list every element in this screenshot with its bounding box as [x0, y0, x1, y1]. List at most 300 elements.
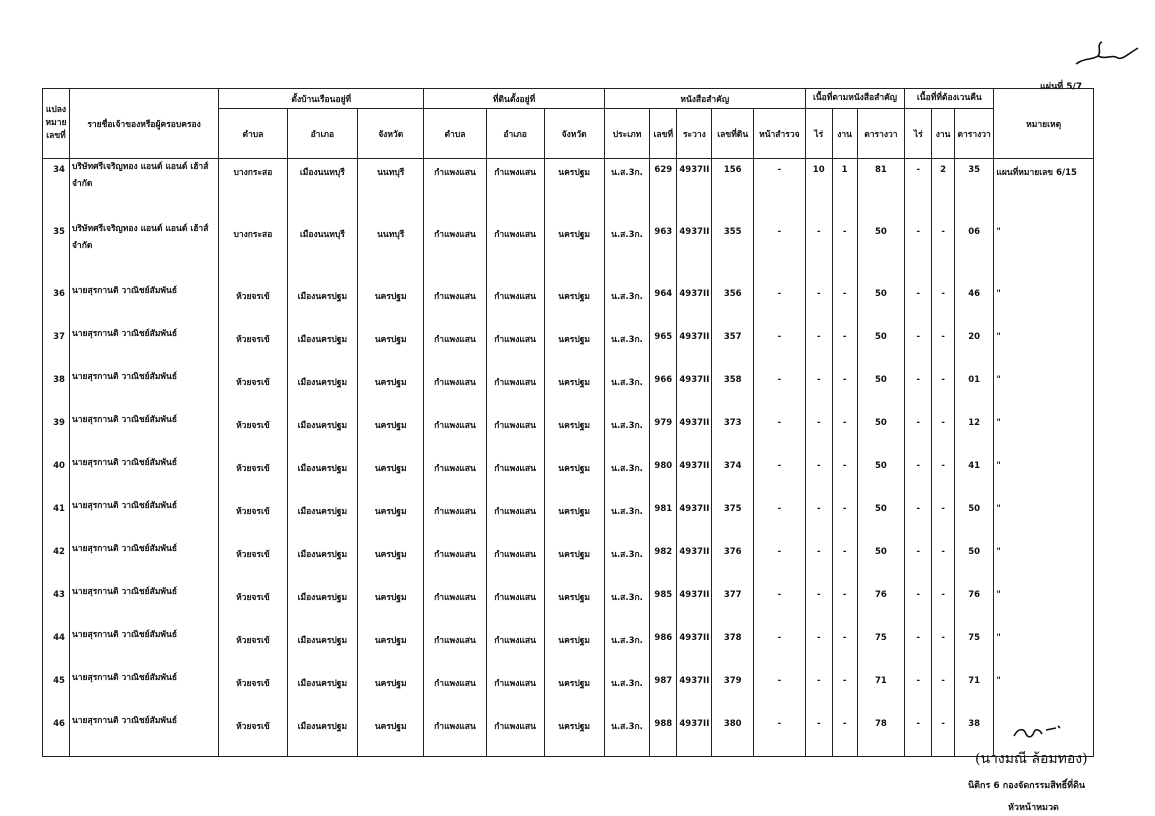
cell-l-amphoe: กำแพงแสน	[486, 221, 544, 283]
cell-doc-no: 988	[650, 713, 677, 757]
header-documents: หนังสือสำคัญ	[604, 89, 805, 109]
cell-doc-no: 980	[650, 455, 677, 498]
table-row	[43, 670, 1094, 713]
cell-owner: นายสุรกานติ วาณิชย์สัมพันธ์	[69, 412, 218, 455]
header-residence: ตั้งบ้านเรือนอยู่ที่	[219, 89, 424, 109]
table-row	[43, 412, 1094, 455]
cell-a-wa: 81	[857, 159, 905, 222]
cell-remark: แผนที่หมายเลข 6/15	[994, 159, 1094, 222]
cell-land: 358	[712, 369, 753, 412]
cell-e-ngan: -	[932, 326, 955, 369]
cell-e-wa: 50	[954, 541, 993, 584]
cell-a-rai: -	[805, 627, 832, 670]
cell-e-ngan: -	[932, 713, 955, 757]
cell-r-tambon: ห้วยจรเข้	[219, 627, 287, 670]
cell-page: -	[753, 541, 805, 584]
header-parcel-line1: แปลง	[45, 105, 67, 115]
header-survey-page: หน้าสำรวจ	[753, 109, 805, 159]
cell-page: -	[753, 283, 805, 326]
table-row	[43, 584, 1094, 627]
cell-a-ngan: -	[832, 369, 857, 412]
cell-doc-no: 986	[650, 627, 677, 670]
header-row-1	[43, 89, 1094, 109]
cell-l-changwat: นครปฐม	[544, 541, 604, 584]
cell-r-tambon: ห้วยจรเข้	[219, 670, 287, 713]
cell-l-changwat: นครปฐม	[544, 627, 604, 670]
signatory-position-line2: หัวหน้าหมวด	[1008, 803, 1059, 813]
header-parcel-line3: เลขที่	[46, 131, 66, 141]
cell-land: 355	[712, 221, 753, 283]
cell-type: น.ส.3ก.	[604, 283, 650, 326]
header-e-sqwa: ตารางวา	[954, 109, 993, 159]
cell-no: 39	[43, 412, 70, 455]
cell-a-ngan: 1	[832, 159, 857, 222]
cell-l-amphoe: กำแพงแสน	[486, 627, 544, 670]
cell-e-wa: 71	[954, 670, 993, 713]
cell-no: 45	[43, 670, 70, 713]
cell-no: 46	[43, 713, 70, 757]
cell-a-wa: 50	[857, 498, 905, 541]
cell-a-ngan: -	[832, 627, 857, 670]
cell-doc-no: 987	[650, 670, 677, 713]
cell-type: น.ส.3ก.	[604, 221, 650, 283]
header-land-location: ที่ดินตั้งอยู่ที่	[424, 89, 604, 109]
table-row	[43, 221, 1094, 283]
cell-e-rai: -	[905, 627, 932, 670]
cell-map: 4937II	[677, 283, 712, 326]
cell-a-rai: -	[805, 584, 832, 627]
cell-owner: นายสุรกานติ วาณิชย์สัมพันธ์	[69, 498, 218, 541]
cell-remark: "	[994, 221, 1094, 283]
cell-e-rai: -	[905, 455, 932, 498]
cell-land: 156	[712, 159, 753, 222]
header-l-changwat: จังหวัด	[544, 109, 604, 159]
cell-l-amphoe: กำแพงแสน	[486, 159, 544, 222]
cell-e-rai: -	[905, 159, 932, 222]
cell-type: น.ส.3ก.	[604, 713, 650, 757]
table-row	[43, 713, 1094, 757]
header-area-by-doc: เนื้อที่ตามหนังสือสำคัญ	[805, 89, 905, 109]
header-r-tambon: ตำบล	[219, 109, 287, 159]
cell-e-ngan: 2	[932, 159, 955, 222]
table-row	[43, 541, 1094, 584]
cell-owner: นายสุรกานติ วาณิชย์สัมพันธ์	[69, 584, 218, 627]
cell-a-rai: -	[805, 455, 832, 498]
header-a-rai: ไร่	[805, 109, 832, 159]
cell-e-rai: -	[905, 713, 932, 757]
cell-r-amphoe: เมืองนครปฐม	[287, 670, 357, 713]
cell-e-rai: -	[905, 369, 932, 412]
cell-map: 4937II	[677, 713, 712, 757]
cell-r-amphoe: เมืองนครปฐม	[287, 713, 357, 757]
cell-a-rai: -	[805, 412, 832, 455]
cell-e-wa: 06	[954, 221, 993, 283]
cell-e-rai: -	[905, 584, 932, 627]
cell-r-amphoe: เมืองนนทบุรี	[287, 159, 357, 222]
header-area-expro: เนื้อที่ที่ต้องเวนคืน	[905, 89, 994, 109]
cell-r-changwat: นนทบุรี	[358, 221, 424, 283]
cell-l-amphoe: กำแพงแสน	[486, 369, 544, 412]
cell-e-wa: 01	[954, 369, 993, 412]
cell-l-amphoe: กำแพงแสน	[486, 412, 544, 455]
land-expropriation-table	[42, 88, 1094, 757]
header-owner: รายชื่อเจ้าของหรือผู้ครอบครอง	[69, 89, 218, 159]
cell-no: 37	[43, 326, 70, 369]
cell-l-tambon: กำแพงแสน	[424, 455, 486, 498]
cell-doc-no: 982	[650, 541, 677, 584]
cell-a-wa: 71	[857, 670, 905, 713]
cell-r-tambon: ห้วยจรเข้	[219, 498, 287, 541]
cell-l-tambon: กำแพงแสน	[424, 498, 486, 541]
cell-a-ngan: -	[832, 283, 857, 326]
header-l-amphoe: อำเภอ	[486, 109, 544, 159]
cell-map: 4937II	[677, 412, 712, 455]
cell-l-amphoe: กำแพงแสน	[486, 584, 544, 627]
cell-e-ngan: -	[932, 498, 955, 541]
cell-land: 376	[712, 541, 753, 584]
cell-l-changwat: นครปฐม	[544, 670, 604, 713]
cell-no: 38	[43, 369, 70, 412]
cell-doc-no: 981	[650, 498, 677, 541]
cell-type: น.ส.3ก.	[604, 584, 650, 627]
cell-l-amphoe: กำแพงแสน	[486, 670, 544, 713]
header-parcel-line2: หมาย	[45, 118, 67, 128]
cell-land: 378	[712, 627, 753, 670]
cell-e-ngan: -	[932, 455, 955, 498]
cell-remark: "	[994, 283, 1094, 326]
cell-r-amphoe: เมืองนครปฐม	[287, 584, 357, 627]
cell-remark: "	[994, 627, 1094, 670]
table-row	[43, 369, 1094, 412]
cell-r-changwat: นครปฐม	[358, 412, 424, 455]
cell-e-wa: 46	[954, 283, 993, 326]
cell-page: -	[753, 221, 805, 283]
cell-page: -	[753, 670, 805, 713]
cell-r-amphoe: เมืองนครปฐม	[287, 498, 357, 541]
cell-land: 377	[712, 584, 753, 627]
cell-doc-no: 979	[650, 412, 677, 455]
cell-a-rai: -	[805, 498, 832, 541]
cell-a-wa: 75	[857, 627, 905, 670]
cell-a-ngan: -	[832, 670, 857, 713]
cell-l-amphoe: กำแพงแสน	[486, 326, 544, 369]
cell-l-amphoe: กำแพงแสน	[486, 455, 544, 498]
cell-l-tambon: กำแพงแสน	[424, 326, 486, 369]
cell-a-wa: 50	[857, 221, 905, 283]
cell-r-tambon: ห้วยจรเข้	[219, 455, 287, 498]
cell-l-changwat: นครปฐม	[544, 455, 604, 498]
cell-l-changwat: นครปฐม	[544, 369, 604, 412]
cell-no: 36	[43, 283, 70, 326]
cell-r-changwat: นครปฐม	[358, 498, 424, 541]
cell-no: 44	[43, 627, 70, 670]
cell-page: -	[753, 412, 805, 455]
cell-l-tambon: กำแพงแสน	[424, 670, 486, 713]
cell-e-rai: -	[905, 326, 932, 369]
header-doc-no: เลขที่	[650, 109, 677, 159]
cell-no: 41	[43, 498, 70, 541]
cell-e-wa: 75	[954, 627, 993, 670]
header-r-changwat: จังหวัด	[358, 109, 424, 159]
table-row	[43, 326, 1094, 369]
cell-a-rai: -	[805, 326, 832, 369]
cell-page: -	[753, 627, 805, 670]
cell-e-wa: 38	[954, 713, 993, 757]
cell-l-amphoe: กำแพงแสน	[486, 498, 544, 541]
table-row	[43, 283, 1094, 326]
cell-doc-no: 985	[650, 584, 677, 627]
cell-page: -	[753, 498, 805, 541]
cell-type: น.ส.3ก.	[604, 541, 650, 584]
cell-l-tambon: กำแพงแสน	[424, 283, 486, 326]
cell-e-rai: -	[905, 541, 932, 584]
cell-doc-no: 964	[650, 283, 677, 326]
cell-land: 357	[712, 326, 753, 369]
cell-owner: บริษัทศรีเจริญทอง แอนด์ แอนด์ เฮ้าส์ จำกัด	[69, 221, 218, 283]
cell-r-tambon: ห้วยจรเข้	[219, 541, 287, 584]
cell-owner: นายสุรกานติ วาณิชย์สัมพันธ์	[69, 455, 218, 498]
cell-owner: นายสุรกานติ วาณิชย์สัมพันธ์	[69, 326, 218, 369]
cell-r-amphoe: เมืองนครปฐม	[287, 369, 357, 412]
cell-remark: "	[994, 455, 1094, 498]
cell-owner: นายสุรกานติ วาณิชย์สัมพันธ์	[69, 369, 218, 412]
cell-map: 4937II	[677, 670, 712, 713]
header-l-tambon: ตำบล	[424, 109, 486, 159]
cell-map: 4937II	[677, 455, 712, 498]
cell-r-amphoe: เมืองนครปฐม	[287, 412, 357, 455]
cell-e-rai: -	[905, 498, 932, 541]
cell-r-changwat: นครปฐม	[358, 455, 424, 498]
cell-l-tambon: กำแพงแสน	[424, 412, 486, 455]
cell-e-rai: -	[905, 412, 932, 455]
cell-l-changwat: นครปฐม	[544, 498, 604, 541]
cell-l-tambon: กำแพงแสน	[424, 159, 486, 222]
signatory-position: นิติกร 6 กองจัดกรรมสิทธิ์ที่ดิน	[968, 781, 1086, 791]
cell-r-tambon: ห้วยจรเข้	[219, 326, 287, 369]
cell-r-changwat: นครปฐม	[358, 627, 424, 670]
cell-e-rai: -	[905, 670, 932, 713]
cell-remark: "	[994, 412, 1094, 455]
header-a-sqwa: ตารางวา	[857, 109, 905, 159]
cell-l-changwat: นครปฐม	[544, 326, 604, 369]
cell-type: น.ส.3ก.	[604, 498, 650, 541]
header-remark: หมายเหตุ	[994, 89, 1094, 159]
header-e-rai: ไร่	[905, 109, 932, 159]
sheet-number: แผ่นที่ 5/7	[1040, 82, 1083, 92]
cell-e-ngan: -	[932, 541, 955, 584]
cell-remark: "	[994, 541, 1094, 584]
cell-no: 34	[43, 159, 70, 222]
cell-type: น.ส.3ก.	[604, 670, 650, 713]
cell-r-amphoe: เมืองนครปฐม	[287, 541, 357, 584]
table-row	[43, 455, 1094, 498]
cell-page: -	[753, 584, 805, 627]
cell-e-ngan: -	[932, 584, 955, 627]
cell-map: 4937II	[677, 627, 712, 670]
cell-a-wa: 50	[857, 412, 905, 455]
cell-r-tambon: ห้วยจรเข้	[219, 369, 287, 412]
cell-land: 380	[712, 713, 753, 757]
cell-l-amphoe: กำแพงแสน	[486, 541, 544, 584]
cell-l-changwat: นครปฐม	[544, 713, 604, 757]
cell-e-ngan: -	[932, 627, 955, 670]
cell-a-rai: 10	[805, 159, 832, 222]
cell-owner: นายสุรกานติ วาณิชย์สัมพันธ์	[69, 541, 218, 584]
cell-remark: "	[994, 498, 1094, 541]
cell-type: น.ส.3ก.	[604, 412, 650, 455]
cell-r-changwat: นครปฐม	[358, 369, 424, 412]
cell-remark: "	[994, 369, 1094, 412]
cell-a-ngan: -	[832, 221, 857, 283]
cell-l-changwat: นครปฐม	[544, 584, 604, 627]
cell-e-ngan: -	[932, 670, 955, 713]
cell-map: 4937II	[677, 541, 712, 584]
header-a-ngan: งาน	[832, 109, 857, 159]
cell-e-rai: -	[905, 221, 932, 283]
cell-a-wa: 50	[857, 455, 905, 498]
header-map-sheet: ระวาง	[677, 109, 712, 159]
cell-l-amphoe: กำแพงแสน	[486, 713, 544, 757]
cell-r-amphoe: เมืองนครปฐม	[287, 455, 357, 498]
cell-owner: นายสุรกานติ วาณิชย์สัมพันธ์	[69, 283, 218, 326]
handwritten-signature-bottom	[1010, 722, 1070, 744]
cell-r-tambon: บางกระสอ	[219, 221, 287, 283]
cell-a-rai: -	[805, 713, 832, 757]
cell-land: 375	[712, 498, 753, 541]
table-row	[43, 159, 1094, 222]
cell-no: 35	[43, 221, 70, 283]
cell-l-tambon: กำแพงแสน	[424, 221, 486, 283]
cell-e-wa: 41	[954, 455, 993, 498]
cell-remark: "	[994, 584, 1094, 627]
cell-no: 43	[43, 584, 70, 627]
cell-l-changwat: นครปฐม	[544, 283, 604, 326]
cell-a-rai: -	[805, 369, 832, 412]
cell-a-ngan: -	[832, 455, 857, 498]
signatory-name: (นางมณี ล้อมทอง)	[975, 751, 1088, 767]
cell-e-wa: 76	[954, 584, 993, 627]
cell-r-amphoe: เมืองนครปฐม	[287, 326, 357, 369]
cell-r-tambon: ห้วยจรเข้	[219, 283, 287, 326]
cell-a-ngan: -	[832, 584, 857, 627]
cell-a-rai: -	[805, 541, 832, 584]
cell-doc-no: 966	[650, 369, 677, 412]
cell-r-tambon: ห้วยจรเข้	[219, 584, 287, 627]
cell-no: 42	[43, 541, 70, 584]
cell-r-amphoe: เมืองนครปฐม	[287, 627, 357, 670]
cell-e-ngan: -	[932, 221, 955, 283]
cell-r-changwat: นครปฐม	[358, 713, 424, 757]
cell-r-changwat: นครปฐม	[358, 670, 424, 713]
cell-type: น.ส.3ก.	[604, 159, 650, 222]
cell-a-ngan: -	[832, 541, 857, 584]
cell-e-ngan: -	[932, 412, 955, 455]
cell-a-ngan: -	[832, 412, 857, 455]
cell-map: 4937II	[677, 584, 712, 627]
header-parcel	[43, 89, 70, 159]
cell-a-rai: -	[805, 670, 832, 713]
cell-r-changwat: นครปฐม	[358, 541, 424, 584]
cell-r-tambon: บางกระสอ	[219, 159, 287, 222]
cell-page: -	[753, 713, 805, 757]
cell-a-rai: -	[805, 221, 832, 283]
table-row	[43, 498, 1094, 541]
cell-a-wa: 50	[857, 283, 905, 326]
cell-map: 4937II	[677, 159, 712, 222]
cell-doc-no: 963	[650, 221, 677, 283]
cell-a-rai: -	[805, 283, 832, 326]
cell-no: 40	[43, 455, 70, 498]
cell-land: 379	[712, 670, 753, 713]
cell-type: น.ส.3ก.	[604, 627, 650, 670]
cell-e-wa: 35	[954, 159, 993, 222]
cell-r-changwat: นครปฐม	[358, 326, 424, 369]
cell-owner: นายสุรกานติ วาณิชย์สัมพันธ์	[69, 713, 218, 757]
cell-r-changwat: นครปฐม	[358, 283, 424, 326]
cell-r-tambon: ห้วยจรเข้	[219, 412, 287, 455]
cell-e-ngan: -	[932, 369, 955, 412]
cell-r-amphoe: เมืองนครปฐม	[287, 283, 357, 326]
cell-land: 356	[712, 283, 753, 326]
cell-l-changwat: นครปฐม	[544, 221, 604, 283]
handwritten-signature-top	[1072, 38, 1142, 72]
cell-a-wa: 78	[857, 713, 905, 757]
cell-a-wa: 50	[857, 541, 905, 584]
cell-r-changwat: นครปฐม	[358, 584, 424, 627]
cell-remark: "	[994, 326, 1094, 369]
cell-a-wa: 50	[857, 326, 905, 369]
cell-owner: นายสุรกานติ วาณิชย์สัมพันธ์	[69, 627, 218, 670]
cell-land: 373	[712, 412, 753, 455]
cell-doc-no: 965	[650, 326, 677, 369]
header-doc-type: ประเภท	[604, 109, 650, 159]
cell-r-changwat: นนทบุรี	[358, 159, 424, 222]
cell-l-tambon: กำแพงแสน	[424, 713, 486, 757]
cell-e-wa: 50	[954, 498, 993, 541]
cell-e-rai: -	[905, 283, 932, 326]
cell-a-ngan: -	[832, 498, 857, 541]
cell-l-tambon: กำแพงแสน	[424, 369, 486, 412]
cell-map: 4937II	[677, 369, 712, 412]
cell-map: 4937II	[677, 326, 712, 369]
cell-e-wa: 12	[954, 412, 993, 455]
table-row	[43, 627, 1094, 670]
cell-l-tambon: กำแพงแสน	[424, 627, 486, 670]
cell-a-wa: 50	[857, 369, 905, 412]
cell-r-amphoe: เมืองนนทบุรี	[287, 221, 357, 283]
cell-e-ngan: -	[932, 283, 955, 326]
cell-a-wa: 76	[857, 584, 905, 627]
cell-page: -	[753, 369, 805, 412]
cell-l-amphoe: กำแพงแสน	[486, 283, 544, 326]
cell-type: น.ส.3ก.	[604, 369, 650, 412]
cell-map: 4937II	[677, 221, 712, 283]
header-land-no: เลขที่ดิน	[712, 109, 753, 159]
header-r-amphoe: อำเภอ	[287, 109, 357, 159]
cell-l-changwat: นครปฐม	[544, 412, 604, 455]
header-e-ngan: งาน	[932, 109, 955, 159]
cell-remark: "	[994, 670, 1094, 713]
cell-a-ngan: -	[832, 713, 857, 757]
cell-page: -	[753, 455, 805, 498]
cell-land: 374	[712, 455, 753, 498]
cell-type: น.ส.3ก.	[604, 455, 650, 498]
cell-a-ngan: -	[832, 326, 857, 369]
cell-r-tambon: ห้วยจรเข้	[219, 713, 287, 757]
cell-map: 4937II	[677, 498, 712, 541]
cell-l-changwat: นครปฐม	[544, 159, 604, 222]
cell-owner: นายสุรกานติ วาณิชย์สัมพันธ์	[69, 670, 218, 713]
